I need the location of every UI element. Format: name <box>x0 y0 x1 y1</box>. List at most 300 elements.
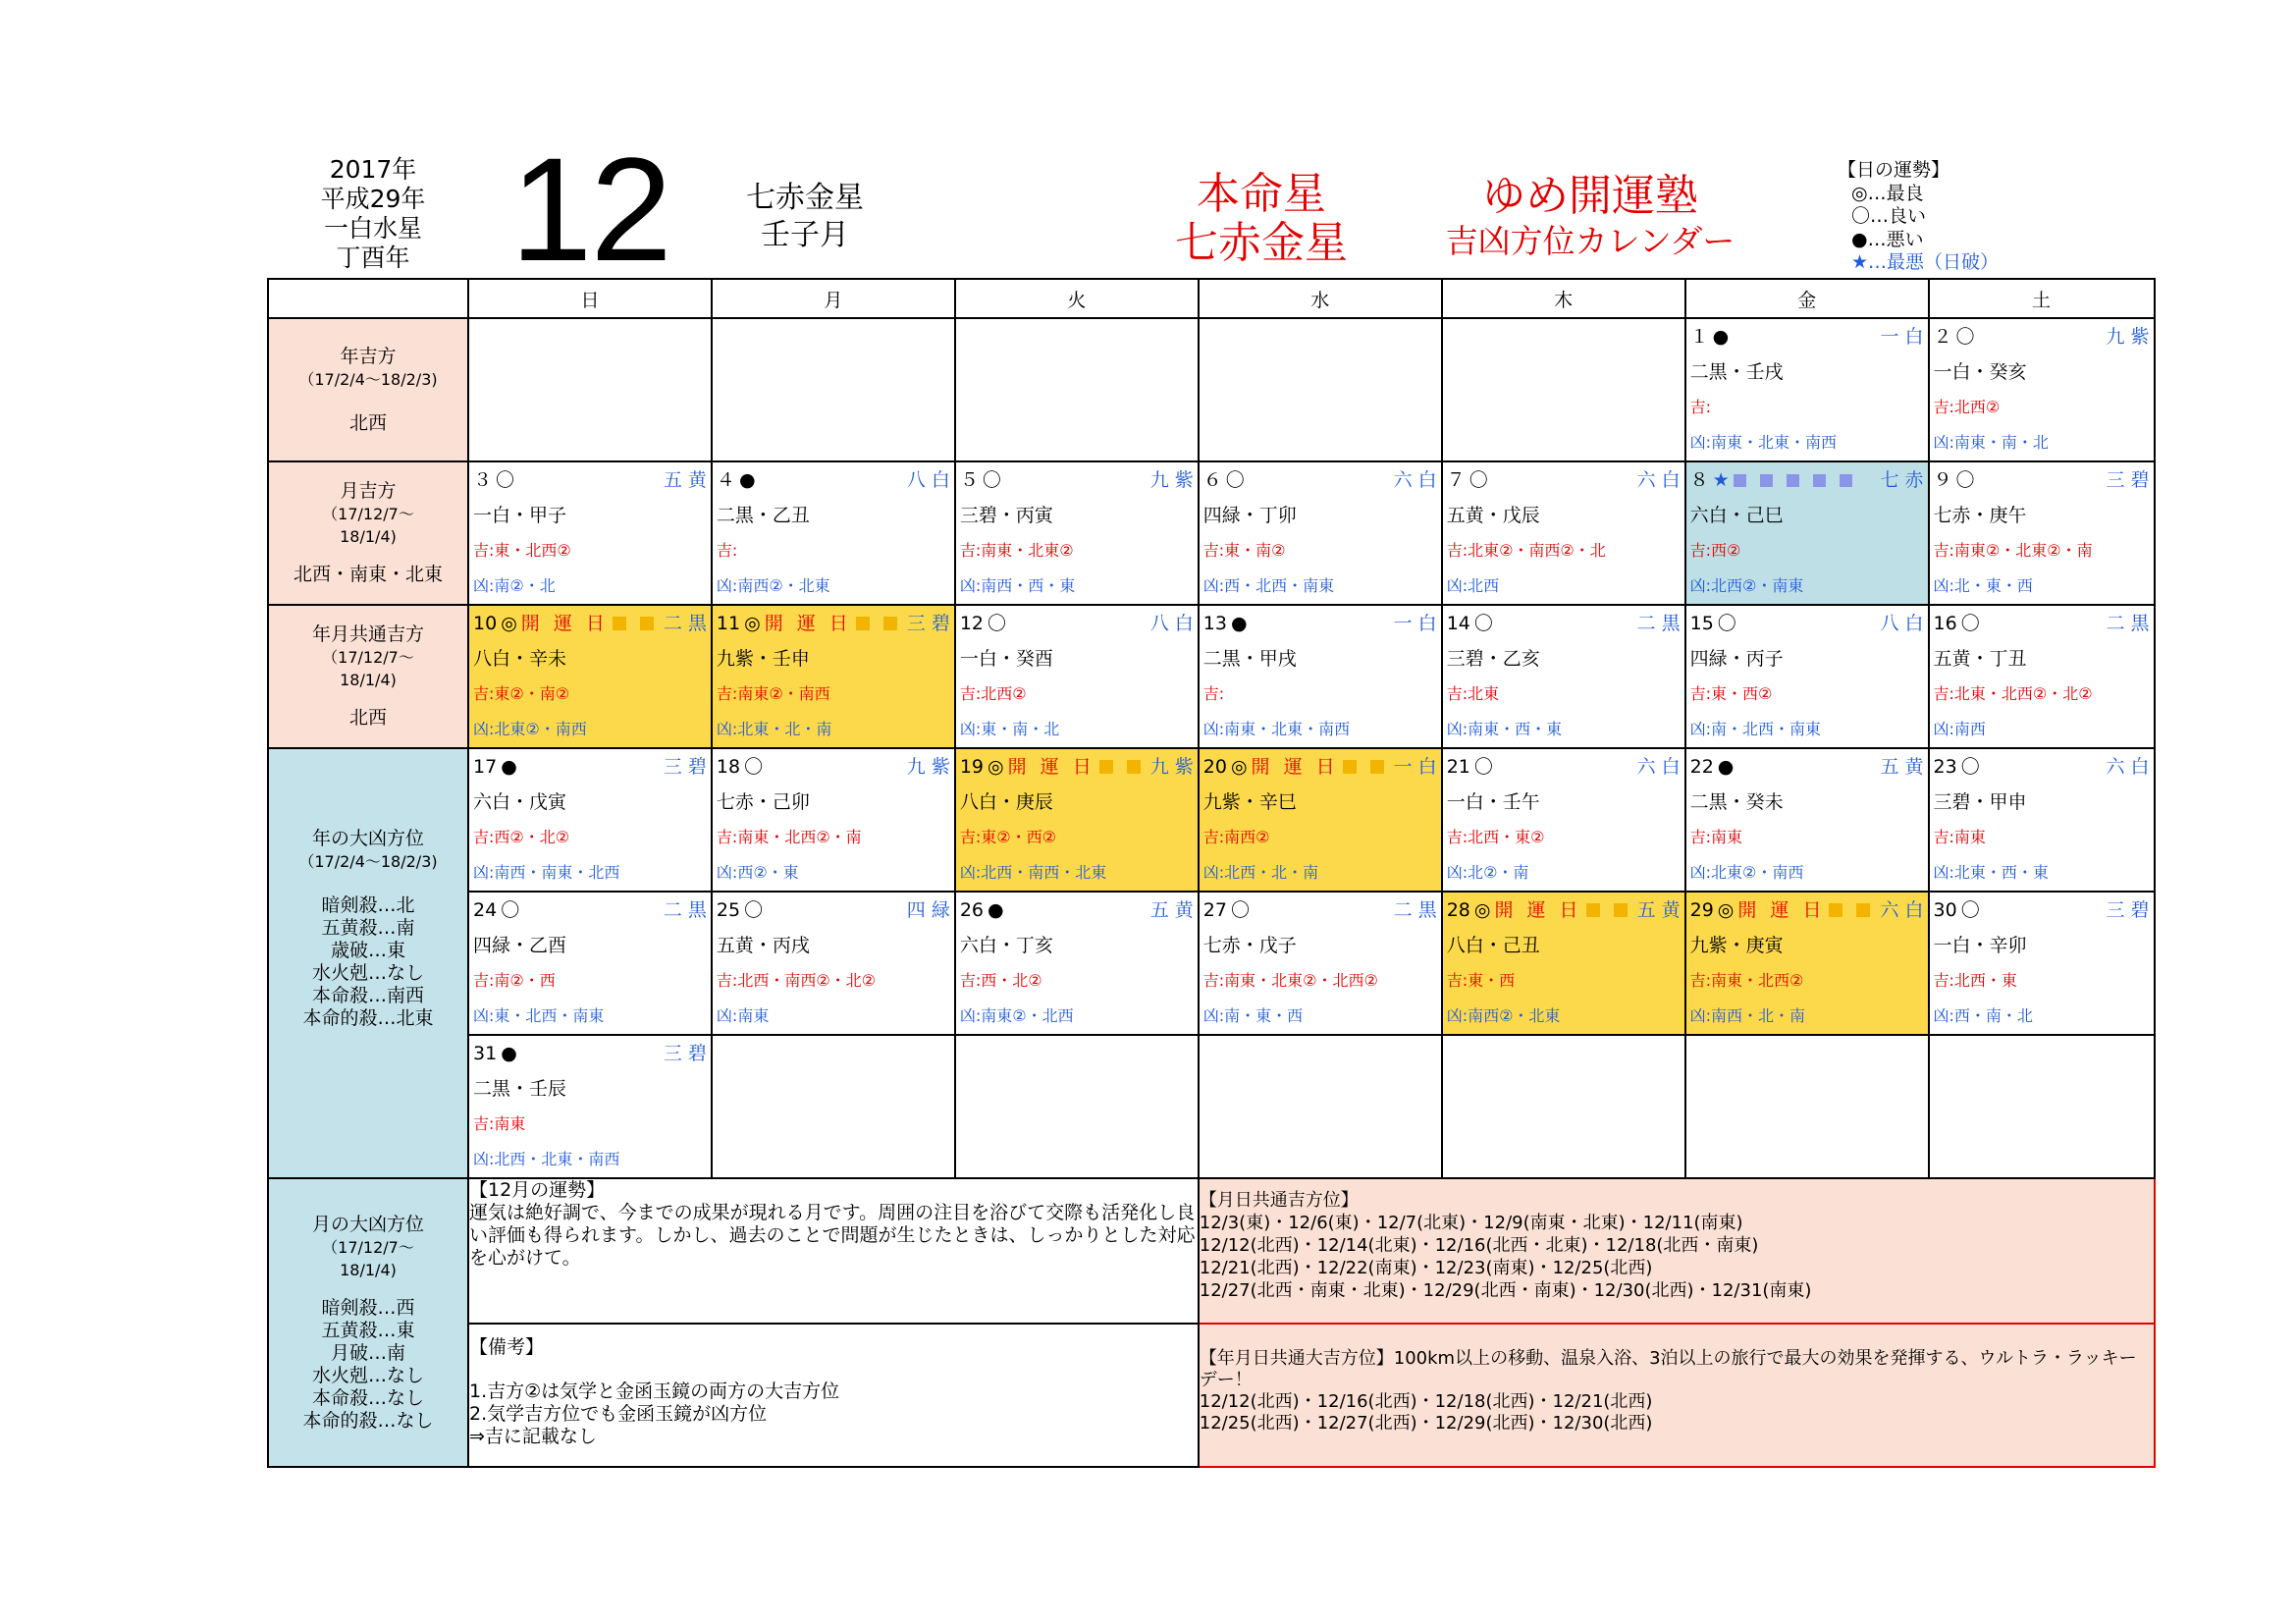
day-kanshi: 三碧・乙亥 <box>1446 648 1540 670</box>
day-kyo: 凶:東・南・北 <box>959 720 1060 738</box>
highlight-square-icon <box>1856 903 1870 917</box>
day-number: 11 <box>716 613 741 634</box>
day-number-group <box>960 893 1004 928</box>
month-star <box>726 180 883 254</box>
fortune-mark-icon: 〇 <box>1473 613 1493 634</box>
legend-bad: ●…悪い <box>1851 228 1924 250</box>
day-cell <box>1685 892 1929 1035</box>
day-kanshi: 九紫・庚寅 <box>1689 935 1784 956</box>
day-number-group <box>1934 462 1975 498</box>
day-star: 九 紫 <box>1149 756 1194 778</box>
day-kyo: 凶:北・東・西 <box>1933 576 2033 595</box>
day-kyo: 凶:南東・北東・南西 <box>1689 433 1838 452</box>
day-number: 14 <box>1446 613 1470 634</box>
day-number: 18 <box>716 756 741 778</box>
day-kichi: 吉:東・西 <box>1446 971 1516 990</box>
kaiun-day-label: 開 運 日 <box>1007 756 1095 778</box>
day-cell <box>1442 892 1685 1035</box>
day-header-line <box>713 749 954 785</box>
month-kyo-title: 月の大凶方位 <box>311 1213 424 1235</box>
day-kichi: 吉:南西② <box>1202 828 1270 846</box>
day-number-group <box>1690 606 1736 641</box>
fortune-mark-icon: 〇 <box>1955 469 1975 491</box>
year-kyo-item: 本命殺…南西 <box>311 985 424 1006</box>
year-kyo-item: 五黄殺…南 <box>321 917 415 939</box>
day-header-line <box>469 1036 711 1071</box>
great-direction-line: 12/25(北西)・12/27(北西)・12/29(北西)・12/30(北西) <box>1199 1413 1653 1434</box>
fortune-mark-icon: ● <box>501 1043 517 1064</box>
weekday-sun: 日 <box>468 279 712 318</box>
day-kanshi: 七赤・庚午 <box>1933 505 2027 526</box>
remarks-title: 【備考】 <box>469 1336 545 1358</box>
day-number-group <box>1203 462 1245 498</box>
fortune-mark-icon: 〇 <box>1960 613 1980 634</box>
empty-day-cell <box>1442 1035 1685 1178</box>
empty-day-cell <box>955 318 1199 461</box>
month-kyo-item: 月破…南 <box>330 1341 405 1364</box>
day-kyo: 凶:南②・北 <box>473 576 556 595</box>
day-kanshi: 四緑・乙酉 <box>473 935 567 956</box>
day-cell <box>1685 748 1929 892</box>
legend-best: ◎…最良 <box>1851 182 1924 204</box>
kaiun-day-label: 開 運 日 <box>520 613 609 634</box>
day-cell <box>1199 461 1442 605</box>
day-kyo: 凶:北西②・南東 <box>1689 576 1804 595</box>
empty-day-cell <box>955 1035 1199 1178</box>
day-kanshi: 二黒・癸未 <box>1689 791 1784 813</box>
month-kyo-cell <box>268 1178 468 1467</box>
day-number: 31 <box>473 1043 498 1064</box>
month-kanshi-line: 壬子月 <box>761 218 849 252</box>
day-star: 四 緑 <box>906 899 950 921</box>
year-kyo-item: 本命的殺…北東 <box>302 1007 434 1029</box>
month-kyo-item: 暗剣殺…西 <box>321 1296 415 1319</box>
day-number: 12 <box>959 613 985 634</box>
day-kichi: 吉:南東 <box>473 1114 526 1133</box>
fortune-mark-icon: ● <box>738 469 756 491</box>
day-number-group <box>1934 749 1980 785</box>
day-kichi: 吉:東②・南② <box>473 684 570 703</box>
school-name: ゆめ開運塾 <box>1482 171 1698 221</box>
day-cell <box>1929 892 2155 1035</box>
kaiun-day-label: 開 運 日 <box>764 613 852 634</box>
day-kyo: 凶:北東・西・東 <box>1933 863 2049 882</box>
year-kichi-title: 年吉方 <box>340 345 397 367</box>
day-kyo: 凶:北東・北・南 <box>716 720 832 738</box>
day-kichi: 吉:北西・東 <box>1933 971 2017 990</box>
common-direction-line: 12/27(北西・南東・北東)・12/29(北西・南東)・12/30(北西)・12/31(南東) <box>1199 1280 1812 1301</box>
highlight-square-icon <box>640 617 654 630</box>
great-direction-box <box>1199 1324 2155 1467</box>
day-kyo: 凶:西②・東 <box>716 863 799 882</box>
day-kichi: 吉:北西・南西②・北② <box>716 971 877 990</box>
highlight-square-icon <box>883 617 897 630</box>
day-kichi: 吉:南東②・北東②・南 <box>1933 541 2093 560</box>
day-number-group <box>473 606 664 641</box>
day-number: 13 <box>1202 613 1227 634</box>
highlight-square-icon <box>1370 760 1384 774</box>
day-kanshi: 一白・癸酉 <box>959 648 1053 670</box>
day-header-line <box>1686 606 1928 641</box>
day-cell <box>712 461 955 605</box>
day-star: 六 白 <box>1636 469 1681 491</box>
month-kichi-title: 月吉方 <box>340 480 397 502</box>
day-cell <box>1929 605 2155 748</box>
kaiun-day-label: 開 運 日 <box>1251 756 1339 778</box>
day-header-line <box>713 462 954 498</box>
day-number: 20 <box>1202 756 1227 778</box>
day-kichi: 吉:東②・西② <box>959 828 1056 846</box>
day-number: 29 <box>1689 899 1714 921</box>
fortune-mark-icon: ● <box>1717 756 1735 778</box>
honmei-value: 七赤金星 <box>1175 218 1348 268</box>
worst-square-icon <box>1840 474 1852 487</box>
day-header-line <box>1930 319 2154 354</box>
day-kanshi: 五黄・戊辰 <box>1446 505 1540 526</box>
day-number-group <box>1447 606 1493 641</box>
day-star: 二 黒 <box>1393 899 1437 921</box>
fortune-mark-icon: 〇 <box>744 899 764 921</box>
day-cell <box>1685 605 1929 748</box>
day-star: 七 赤 <box>1880 469 1924 491</box>
corner-cell <box>268 279 468 318</box>
day-number-group <box>1934 893 1980 928</box>
year-star-line: 一白水星 <box>323 214 422 243</box>
month-kyo-item: 本命的殺…なし <box>302 1409 434 1432</box>
day-number: ８ <box>1689 469 1709 491</box>
weekday-mon: 月 <box>712 279 955 318</box>
weekday-sat: 土 <box>1929 279 2155 318</box>
common-direction-line: 12/3(東)・12/6(東)・12/7(北東)・12/9(南東・北東)・12/11(南東) <box>1199 1213 1743 1233</box>
day-number-group <box>473 749 517 785</box>
day-cell <box>712 748 955 892</box>
week-row <box>268 748 2155 892</box>
day-cell <box>955 605 1199 748</box>
week-row <box>268 892 2155 1035</box>
day-kyo: 凶:南西・西・東 <box>959 576 1076 595</box>
day-star: 三 碧 <box>2106 899 2150 921</box>
day-kanshi: 六白・戊寅 <box>473 791 567 813</box>
empty-day-cell <box>1199 1035 1442 1178</box>
fortune-mark-icon: ◎ <box>1717 899 1735 921</box>
calendar-grid <box>267 278 2156 1468</box>
weekday-tue: 火 <box>955 279 1199 318</box>
day-kanshi: 一白・壬午 <box>1446 791 1540 813</box>
day-kanshi: 二黒・壬辰 <box>473 1078 567 1100</box>
week-row <box>268 605 2155 748</box>
day-header-line <box>956 606 1198 641</box>
worst-square-icon <box>1813 474 1826 487</box>
day-kanshi: 九紫・壬申 <box>716 648 810 670</box>
day-header-line <box>1930 606 2154 641</box>
empty-day-cell <box>1929 1035 2155 1178</box>
day-kichi: 吉:南東・北西② <box>1689 971 1804 990</box>
highlight-square-icon <box>1829 903 1842 917</box>
common-direction-title: 【月日共通吉方位】 <box>1199 1190 1359 1211</box>
day-number: ５ <box>959 469 979 491</box>
day-header-line <box>1200 749 1441 785</box>
day-kyo: 凶:南・北西・南東 <box>1689 720 1822 738</box>
remarks-line: 2.気学吉方位でも金函玉鏡が凶方位 <box>469 1403 768 1425</box>
day-number-group <box>473 1036 517 1071</box>
day-number-group <box>717 749 763 785</box>
fortune-mark-icon: 〇 <box>1473 756 1493 778</box>
day-cell <box>955 748 1199 892</box>
common-direction-line: 12/21(北西)・12/22(南東)・12/23(南東)・12/25(北西) <box>1199 1258 1653 1278</box>
legend-title: 【日の運勢】 <box>1838 159 1950 181</box>
year-line: 2017年 <box>329 155 417 184</box>
day-star: 九 紫 <box>1149 469 1194 491</box>
common-kichi-period: （17/12/7～ <box>322 648 414 667</box>
fortune-mark-icon: ★ <box>1712 469 1730 491</box>
day-number: 21 <box>1446 756 1470 778</box>
day-kyo: 凶:南・東・西 <box>1202 1006 1304 1025</box>
day-kanshi: 七赤・戊子 <box>1202 935 1297 956</box>
empty-day-cell <box>712 318 955 461</box>
day-header-line <box>1930 462 2154 498</box>
day-star: 三 碧 <box>906 613 950 634</box>
common-kichi-title: 年月共通吉方 <box>311 623 424 645</box>
fortune-mark-icon: 〇 <box>496 469 515 491</box>
day-header-line <box>1443 462 1684 498</box>
day-kichi: 吉:北東・北西②・北② <box>1933 684 2093 703</box>
year-kichi-cell <box>268 318 468 461</box>
day-cell <box>468 748 712 892</box>
notes-row <box>268 1178 2155 1324</box>
day-header-line <box>1443 893 1684 928</box>
week-row <box>268 461 2155 605</box>
fortune-mark-icon: 〇 <box>1230 899 1250 921</box>
day-cell <box>468 461 712 605</box>
day-star: 二 黒 <box>2106 613 2150 634</box>
day-cell <box>468 892 712 1035</box>
day-star: 一 白 <box>1880 326 1924 348</box>
day-kichi: 吉: <box>1202 684 1225 703</box>
day-kanshi: 六白・己巳 <box>1689 505 1784 526</box>
fortune-mark-icon: ◎ <box>1230 756 1248 778</box>
fortune-mark-icon: ● <box>1230 613 1248 634</box>
fortune-mark-icon: ◎ <box>1473 899 1491 921</box>
day-kyo: 凶:西・南・北 <box>1933 1006 2033 1025</box>
notes-row <box>268 1324 2155 1467</box>
day-number: ３ <box>473 469 493 491</box>
day-cell <box>1442 461 1685 605</box>
fortune-mark-icon: 〇 <box>1960 899 1980 921</box>
year-kyo-item: 歳破…東 <box>330 940 405 961</box>
day-header-line <box>1686 893 1928 928</box>
day-kanshi: 二黒・壬戌 <box>1689 361 1784 383</box>
day-kyo: 凶:北東②・南西 <box>473 720 587 738</box>
day-kyo: 凶:南東・南・北 <box>1933 433 2049 452</box>
month-kyo-item: 五黄殺…東 <box>321 1319 415 1341</box>
highlight-square-icon <box>856 617 870 630</box>
fortune-mark-icon: ◎ <box>744 613 761 634</box>
day-number-group <box>717 893 763 928</box>
day-star: 五 黄 <box>1880 756 1924 778</box>
day-number: ４ <box>716 469 735 491</box>
day-header-line <box>469 462 711 498</box>
day-kichi: 吉: <box>716 541 738 560</box>
day-number: 22 <box>1689 756 1714 778</box>
day-number: 25 <box>716 899 741 921</box>
day-number-group <box>1447 462 1488 498</box>
day-star: 八 白 <box>1880 613 1924 634</box>
day-kichi: 吉:東・西② <box>1689 684 1773 703</box>
day-kichi: 吉:東・南② <box>1202 541 1286 560</box>
remarks-box <box>468 1324 1199 1467</box>
worst-square-icon <box>1760 474 1773 487</box>
day-header-line <box>1443 606 1684 641</box>
day-number: ６ <box>1202 469 1222 491</box>
day-kyo: 凶:北西・南西・北東 <box>959 863 1107 882</box>
day-star: 五 黄 <box>663 469 707 491</box>
day-kyo: 凶:北西・北・南 <box>1202 863 1319 882</box>
week-row <box>268 1035 2155 1178</box>
legend-worst: ★…最悪（日破） <box>1851 251 2000 273</box>
month-kichi-cell <box>268 461 468 605</box>
year-info <box>285 155 461 273</box>
day-star: 八 白 <box>1149 613 1194 634</box>
day-number-group <box>960 749 1150 785</box>
fortune-mark-icon: 〇 <box>1468 469 1488 491</box>
day-header-line <box>1686 319 1928 354</box>
day-header-line <box>956 462 1198 498</box>
day-kanshi: 三碧・甲申 <box>1933 791 2027 813</box>
calendar-title: 吉凶方位カレンダー <box>1445 222 1735 260</box>
day-kichi: 吉:北西② <box>959 684 1027 703</box>
day-kyo: 凶:北西 <box>1446 576 1500 595</box>
day-header-line <box>1443 749 1684 785</box>
year-kichi-value: 北西 <box>348 411 387 434</box>
day-kanshi: 八白・己丑 <box>1446 935 1540 956</box>
day-header-line <box>956 749 1198 785</box>
empty-day-cell <box>1199 318 1442 461</box>
day-kanshi: 一白・甲子 <box>473 505 567 526</box>
day-star: 一 白 <box>1393 613 1437 634</box>
day-kichi: 吉:南東②・南西 <box>716 684 830 703</box>
common-kichi-value: 北西 <box>348 707 387 729</box>
day-cell <box>1929 748 2155 892</box>
day-kyo: 凶:南東・北東・南西 <box>1202 720 1351 738</box>
day-cell <box>712 892 955 1035</box>
honmei-star <box>1153 170 1369 268</box>
weekday-header-row <box>268 279 2155 318</box>
day-kichi: 吉:北東 <box>1446 684 1500 703</box>
day-star: 六 白 <box>1880 899 1924 921</box>
day-kyo: 凶:南西 <box>1933 720 1986 738</box>
day-star: 三 碧 <box>663 756 707 778</box>
era-line: 平成29年 <box>320 185 426 213</box>
month-star-line: 七赤金星 <box>746 181 864 215</box>
day-kichi: 吉:北西② <box>1933 398 2001 416</box>
weekday-thu: 木 <box>1442 279 1685 318</box>
day-number-group <box>960 606 1006 641</box>
remarks-line: 1.吉方②は気学と金函玉鏡の両方の大吉方位 <box>469 1380 840 1402</box>
day-cell <box>1685 461 1929 605</box>
day-number: 19 <box>959 756 985 778</box>
day-header-line <box>469 606 711 641</box>
week-row <box>268 318 2155 461</box>
day-number: 15 <box>1689 613 1714 634</box>
fortune-mark-icon: 〇 <box>501 899 520 921</box>
day-kyo: 凶:北西・北東・南西 <box>473 1150 620 1168</box>
day-number: 24 <box>473 899 498 921</box>
worst-square-icon <box>1787 474 1799 487</box>
day-kyo: 凶:南西・南東・北西 <box>473 863 620 882</box>
empty-day-cell <box>468 318 712 461</box>
day-kanshi: 九紫・辛巳 <box>1202 791 1297 813</box>
day-kanshi: 八白・辛未 <box>473 648 567 670</box>
day-number: ２ <box>1933 326 1952 348</box>
day-kanshi: 五黄・丁丑 <box>1933 648 2027 670</box>
fortune-mark-icon: 〇 <box>1225 469 1245 491</box>
common-direction-line: 12/12(北西)・12/14(北東)・12/16(北西・北東)・12/18(北西・南東) <box>1199 1235 1759 1256</box>
day-kichi: 吉:南東・北東②・北西② <box>1202 971 1378 990</box>
day-cell <box>1199 748 1442 892</box>
fortune-mark-icon: ◎ <box>988 756 1004 778</box>
day-cell <box>955 892 1199 1035</box>
day-kanshi: 三碧・丙寅 <box>959 505 1053 526</box>
fortune-mark-icon: 〇 <box>1717 613 1736 634</box>
day-number: 27 <box>1202 899 1227 921</box>
day-kichi: 吉:北西・東② <box>1446 828 1545 846</box>
weekday-wed: 水 <box>1199 279 1442 318</box>
day-header-line <box>1200 893 1441 928</box>
great-direction-title: 【年月日共通大吉方位】100km以上の移動、温泉入浴、3泊以上の旅行で最大の効果を発揮する、ウルトラ・ラッキーデー！ <box>1199 1348 2137 1390</box>
day-number-group <box>1934 606 1980 641</box>
day-kanshi: 六白・丁亥 <box>959 935 1053 956</box>
day-number-group <box>1203 606 1248 641</box>
day-star: 三 碧 <box>663 1043 707 1064</box>
day-kyo: 凶:北東②・南西 <box>1689 863 1804 882</box>
day-cell <box>1442 748 1685 892</box>
day-number: １ <box>1689 326 1709 348</box>
day-number-group <box>473 893 519 928</box>
day-number-group <box>1203 893 1250 928</box>
highlight-square-icon <box>1586 903 1600 917</box>
day-star: 九 紫 <box>2106 326 2150 348</box>
fortune-mark-icon: ◎ <box>501 613 517 634</box>
month-kichi-period: （17/12/7～ <box>322 505 414 523</box>
day-kanshi: 一白・癸亥 <box>1933 361 2027 383</box>
day-number: 10 <box>473 613 498 634</box>
day-kanshi: 七赤・己卯 <box>716 791 810 813</box>
day-number: ７ <box>1446 469 1466 491</box>
day-kanshi: 五黄・丙戌 <box>716 935 810 956</box>
day-header-line <box>1200 462 1441 498</box>
day-kanshi: 一白・辛卯 <box>1933 935 2027 956</box>
day-cell <box>468 1035 712 1178</box>
year-kanshi-line: 丁酉年 <box>336 244 410 272</box>
fortune-mark-icon: ● <box>988 899 1004 921</box>
day-header-line <box>469 893 711 928</box>
day-number-group <box>717 606 907 641</box>
day-number: 16 <box>1933 613 1957 634</box>
fortune-legend <box>1838 159 1999 275</box>
fortune-mark-icon: 〇 <box>988 613 1007 634</box>
highlight-square-icon <box>1127 760 1141 774</box>
calendar-heading <box>1428 172 1752 262</box>
day-kichi: 吉:南東・北東② <box>959 541 1074 560</box>
legend-good: 〇…良い <box>1851 205 1927 227</box>
day-number: 23 <box>1933 756 1957 778</box>
weekday-fri: 金 <box>1685 279 1929 318</box>
day-cell <box>1199 605 1442 748</box>
day-star: 二 黒 <box>1636 613 1681 634</box>
day-cell <box>1199 892 1442 1035</box>
day-kichi: 吉:北東②・南西②・北 <box>1446 541 1606 560</box>
day-number-group <box>473 462 514 498</box>
